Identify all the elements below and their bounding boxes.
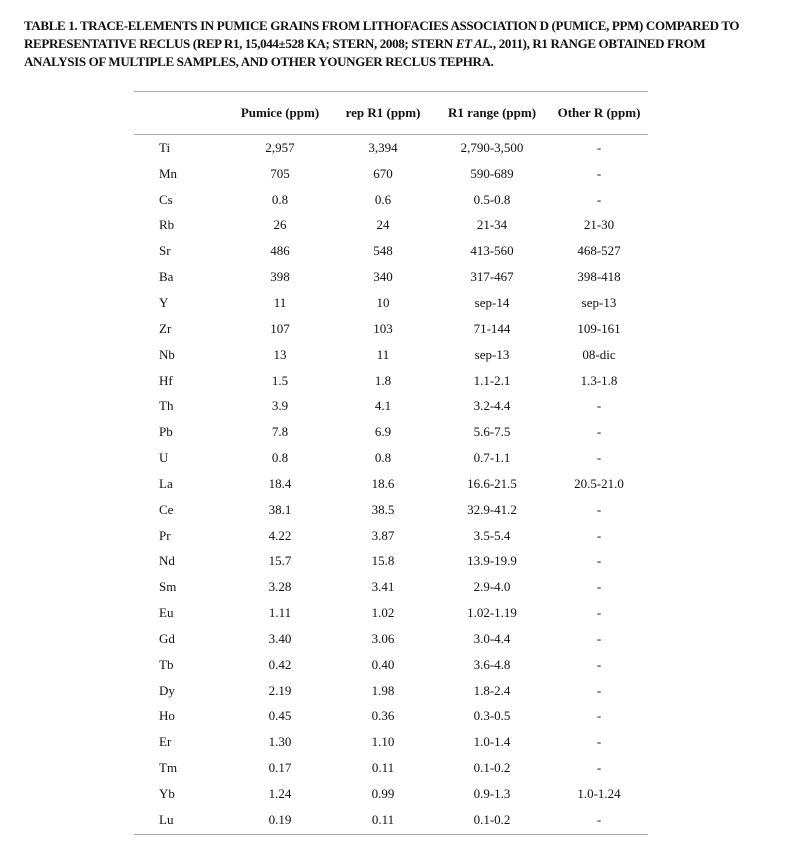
cell-element: Cs bbox=[159, 191, 173, 207]
cell-other-r: - bbox=[596, 527, 602, 543]
bottom-rule bbox=[134, 834, 648, 835]
cell-rep-r1: 1.98 bbox=[371, 682, 395, 698]
table-row bbox=[134, 549, 648, 575]
cell-rep-r1: 3.87 bbox=[371, 527, 395, 543]
cell-r1-range: 5.6-7.5 bbox=[473, 424, 511, 440]
cell-r1-range: 16.6-21.5 bbox=[467, 475, 517, 491]
cell-rep-r1: 0.11 bbox=[371, 811, 395, 827]
cell-other-r: - bbox=[596, 760, 602, 776]
cell-rep-r1: 0.6 bbox=[374, 191, 392, 207]
cell-element: Mn bbox=[159, 165, 178, 181]
cell-pumice: 0.42 bbox=[268, 656, 292, 672]
cell-r1-range: 3.0-4.4 bbox=[473, 630, 511, 646]
cell-rep-r1: 3.06 bbox=[371, 630, 395, 646]
cell-other-r: 109-161 bbox=[577, 320, 621, 336]
table-row bbox=[134, 368, 648, 394]
table-row bbox=[134, 574, 648, 600]
table-row bbox=[134, 161, 648, 187]
cell-pumice: 3.40 bbox=[268, 630, 292, 646]
cell-rep-r1: 340 bbox=[373, 269, 393, 285]
cell-other-r: - bbox=[596, 398, 602, 414]
cell-other-r: sep-13 bbox=[581, 294, 617, 310]
cell-element: Tm bbox=[159, 760, 178, 776]
cell-element: Rb bbox=[159, 217, 175, 233]
cell-element: Ce bbox=[159, 501, 174, 517]
cell-other-r: - bbox=[596, 811, 602, 827]
cell-other-r: 1.3-1.8 bbox=[580, 372, 618, 388]
cell-element: Pb bbox=[159, 424, 173, 440]
table-caption bbox=[24, 17, 769, 71]
header-pumice: Pumice (ppm) bbox=[240, 105, 320, 120]
cell-other-r: - bbox=[596, 682, 602, 698]
cell-other-r: 468-527 bbox=[577, 243, 621, 259]
cell-other-r: 1.0-1.24 bbox=[577, 786, 621, 802]
cell-pumice: 0.17 bbox=[268, 760, 292, 776]
cell-pumice: 0.8 bbox=[271, 450, 289, 466]
table-row bbox=[134, 652, 648, 678]
cell-pumice: 0.19 bbox=[268, 811, 292, 827]
cell-other-r: - bbox=[596, 553, 602, 569]
cell-element: Eu bbox=[159, 605, 174, 621]
cell-rep-r1: 10 bbox=[376, 294, 390, 310]
cell-rep-r1: 1.02 bbox=[371, 605, 395, 621]
cell-rep-r1: 3.41 bbox=[371, 579, 395, 595]
table-row bbox=[134, 290, 648, 316]
cell-element: Ti bbox=[159, 139, 171, 155]
cell-r1-range: 590-689 bbox=[470, 165, 514, 181]
cell-other-r: 21-30 bbox=[583, 217, 615, 233]
table-row bbox=[134, 316, 648, 342]
cell-r1-range: sep-14 bbox=[474, 294, 510, 310]
cell-r1-range: 32.9-41.2 bbox=[467, 501, 517, 517]
table-row bbox=[134, 678, 648, 704]
cell-other-r: - bbox=[596, 605, 602, 621]
header-other-r: Other R (ppm) bbox=[557, 105, 641, 120]
cell-other-r: - bbox=[596, 450, 602, 466]
cell-element: La bbox=[159, 475, 173, 491]
cell-pumice: 13 bbox=[273, 346, 287, 362]
cell-other-r: - bbox=[596, 501, 602, 517]
caption-text: TRACE-ELEMENTS IN PUMICE GRAINS FROM LITHOFACIES ASSOCIATION D (PUMICE, PPM) COMPARED TO REPRESENTATIVE RECLUS (REP R1, 15,044±528 KA; STERN, 2008; STERN bbox=[24, 18, 740, 51]
cell-other-r: 20.5-21.0 bbox=[574, 475, 624, 491]
cell-other-r: - bbox=[596, 191, 602, 207]
cell-pumice: 486 bbox=[270, 243, 290, 259]
table-row bbox=[134, 704, 648, 730]
cell-other-r: - bbox=[596, 424, 602, 440]
cell-r1-range: 0.9-1.3 bbox=[473, 786, 511, 802]
cell-r1-range: 0.1-0.2 bbox=[473, 811, 511, 827]
cell-rep-r1: 6.9 bbox=[374, 424, 392, 440]
cell-r1-range: 317-467 bbox=[470, 269, 514, 285]
cell-r1-range: 1.0-1.4 bbox=[473, 734, 511, 750]
cell-element: Sm bbox=[159, 579, 177, 595]
table-row bbox=[134, 471, 648, 497]
cell-other-r: - bbox=[596, 579, 602, 595]
cell-rep-r1: 670 bbox=[373, 165, 393, 181]
table-row bbox=[134, 523, 648, 549]
table-row bbox=[134, 264, 648, 290]
cell-r1-range: 0.7-1.1 bbox=[473, 450, 511, 466]
cell-element: U bbox=[159, 450, 169, 466]
cell-element: Hf bbox=[159, 372, 173, 388]
cell-pumice: 2.19 bbox=[268, 682, 292, 698]
caption-label: TABLE 1. bbox=[24, 18, 78, 33]
cell-pumice: 4.22 bbox=[268, 527, 292, 543]
cell-pumice: 0.8 bbox=[271, 191, 289, 207]
table-row bbox=[134, 781, 648, 807]
cell-pumice: 1.11 bbox=[268, 605, 292, 621]
cell-element: Nd bbox=[159, 553, 175, 569]
table-body bbox=[134, 135, 648, 834]
cell-pumice: 7.8 bbox=[271, 424, 289, 440]
cell-rep-r1: 103 bbox=[373, 320, 393, 336]
cell-r1-range: 21-34 bbox=[476, 217, 508, 233]
table-row bbox=[134, 342, 648, 368]
cell-rep-r1: 4.1 bbox=[374, 398, 392, 414]
caption-text-end: , 2011), R1 RANGE OBTAINED FROM ANALYSIS OF MULTIPLE SAMPLES, AND OTHER YOUNGER RECLUS TEPHRA. bbox=[24, 36, 706, 69]
cell-rep-r1: 15.8 bbox=[371, 553, 395, 569]
cell-rep-r1: 0.8 bbox=[374, 450, 392, 466]
cell-element: Tb bbox=[159, 656, 174, 672]
cell-pumice: 705 bbox=[270, 165, 290, 181]
cell-other-r: 08-dic bbox=[582, 346, 616, 362]
cell-r1-range: 0.5-0.8 bbox=[473, 191, 511, 207]
cell-element: Er bbox=[159, 734, 172, 750]
cell-pumice: 11 bbox=[273, 294, 287, 310]
cell-r1-range: 3.2-4.4 bbox=[473, 398, 511, 414]
table-row bbox=[134, 445, 648, 471]
cell-element: Pr bbox=[159, 527, 171, 543]
cell-rep-r1: 0.40 bbox=[371, 656, 395, 672]
cell-r1-range: 13.9-19.9 bbox=[467, 553, 517, 569]
cell-rep-r1: 0.36 bbox=[371, 708, 395, 724]
cell-element: Nb bbox=[159, 346, 175, 362]
cell-rep-r1: 18.6 bbox=[371, 475, 395, 491]
cell-r1-range: 0.1-0.2 bbox=[473, 760, 511, 776]
cell-rep-r1: 0.99 bbox=[371, 786, 395, 802]
cell-pumice: 1.5 bbox=[271, 372, 289, 388]
cell-pumice: 15.7 bbox=[268, 553, 292, 569]
cell-element: Dy bbox=[159, 682, 175, 698]
cell-pumice: 1.30 bbox=[268, 734, 292, 750]
cell-element: Ho bbox=[159, 708, 175, 724]
table-header-row bbox=[134, 92, 648, 134]
table-row bbox=[134, 600, 648, 626]
cell-r1-range: 2.9-4.0 bbox=[473, 579, 511, 595]
cell-other-r: - bbox=[596, 708, 602, 724]
cell-element: Ba bbox=[159, 269, 174, 285]
cell-rep-r1: 38.5 bbox=[371, 501, 395, 517]
cell-element: Lu bbox=[159, 811, 174, 827]
cell-r1-range: 2,790-3,500 bbox=[460, 139, 524, 155]
cell-pumice: 0.45 bbox=[268, 708, 292, 724]
cell-rep-r1: 11 bbox=[376, 346, 390, 362]
cell-r1-range: 1.02-1.19 bbox=[467, 605, 517, 621]
trace-elements-table bbox=[134, 91, 648, 835]
cell-pumice: 1.24 bbox=[268, 786, 292, 802]
cell-other-r: - bbox=[596, 139, 602, 155]
header-rep-r1: rep R1 (ppm) bbox=[345, 105, 421, 120]
cell-r1-range: sep-13 bbox=[474, 346, 510, 362]
cell-other-r: - bbox=[596, 734, 602, 750]
table-row bbox=[134, 238, 648, 264]
cell-pumice: 26 bbox=[273, 217, 287, 233]
cell-r1-range: 413-560 bbox=[470, 243, 514, 259]
cell-pumice: 107 bbox=[270, 320, 290, 336]
table-row bbox=[134, 135, 648, 161]
table-row bbox=[134, 755, 648, 781]
header-r1-range: R1 range (ppm) bbox=[447, 105, 537, 120]
cell-r1-range: 3.5-5.4 bbox=[473, 527, 511, 543]
cell-element: Gd bbox=[159, 630, 175, 646]
table-row bbox=[134, 187, 648, 213]
cell-pumice: 398 bbox=[270, 269, 290, 285]
cell-rep-r1: 1.10 bbox=[371, 734, 395, 750]
cell-element: Sr bbox=[159, 243, 171, 259]
cell-rep-r1: 1.8 bbox=[374, 372, 392, 388]
cell-element: Y bbox=[159, 294, 169, 310]
table-row bbox=[134, 497, 648, 523]
cell-element: Th bbox=[159, 398, 174, 414]
table-row bbox=[134, 393, 648, 419]
cell-pumice: 18.4 bbox=[268, 475, 292, 491]
cell-pumice: 38.1 bbox=[268, 501, 292, 517]
table-row bbox=[134, 729, 648, 755]
caption-italic: ET AL. bbox=[455, 36, 493, 51]
cell-r1-range: 1.8-2.4 bbox=[473, 682, 511, 698]
cell-other-r: - bbox=[596, 656, 602, 672]
cell-r1-range: 71-144 bbox=[473, 320, 511, 336]
cell-pumice: 3.28 bbox=[268, 579, 292, 595]
table-row bbox=[134, 419, 648, 445]
table-row bbox=[134, 807, 648, 833]
cell-r1-range: 0.3-0.5 bbox=[473, 708, 511, 724]
cell-pumice: 2,957 bbox=[265, 139, 295, 155]
cell-rep-r1: 548 bbox=[373, 243, 393, 259]
cell-r1-range: 1.1-2.1 bbox=[473, 372, 511, 388]
table-row bbox=[134, 213, 648, 239]
cell-rep-r1: 0.11 bbox=[371, 760, 395, 776]
cell-element: Yb bbox=[159, 786, 175, 802]
cell-element: Zr bbox=[159, 320, 172, 336]
cell-other-r: - bbox=[596, 165, 602, 181]
cell-rep-r1: 24 bbox=[376, 217, 390, 233]
cell-rep-r1: 3,394 bbox=[368, 139, 398, 155]
cell-other-r: - bbox=[596, 630, 602, 646]
table-row bbox=[134, 626, 648, 652]
cell-r1-range: 3.6-4.8 bbox=[473, 656, 511, 672]
cell-pumice: 3.9 bbox=[271, 398, 289, 414]
cell-other-r: 398-418 bbox=[577, 269, 621, 285]
